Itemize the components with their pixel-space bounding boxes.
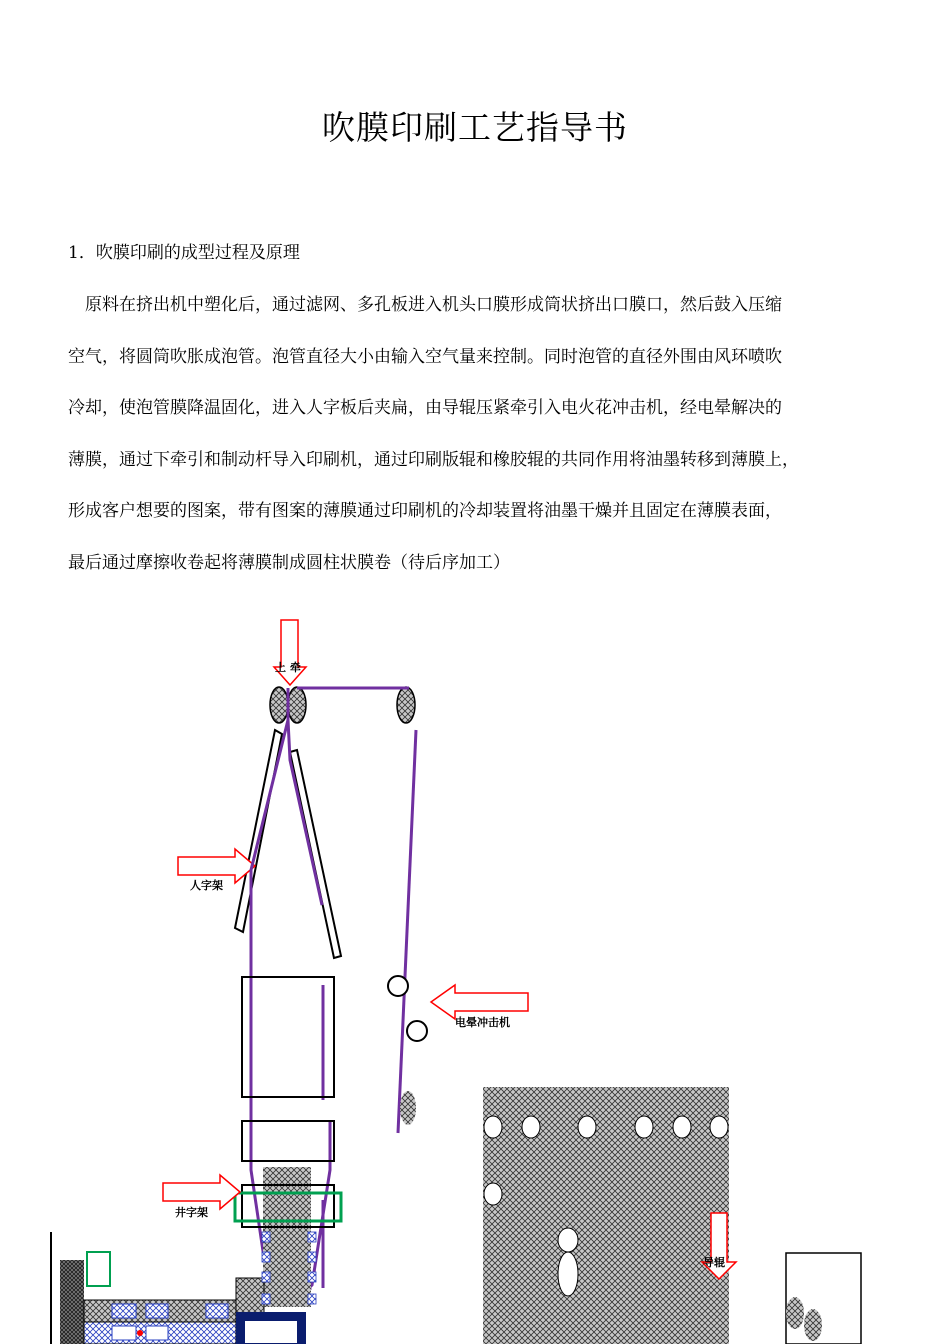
- screw-indicator: [137, 1330, 143, 1336]
- document-title: 吹膜印刷工艺指导书: [322, 108, 628, 147]
- paragraph-line: 空气，将圆筒吹胀成泡管。泡管直径大小由输入空气量来控制。同时泡管的直径外围由风环喷吹: [68, 346, 782, 367]
- process-description: [68, 280, 898, 589]
- upper-traction-label: 上 牵: [275, 661, 301, 674]
- heater-band: [112, 1326, 136, 1340]
- herringbone-frame-label: 人字架: [190, 879, 223, 892]
- corona-roller-1: [388, 976, 408, 996]
- paragraph-line: 冷却，使泡管膜降温固化，进入人字板后夹扁，由导辊压紧牵引入电火花冲击机，经电晕解决的: [68, 398, 782, 418]
- cooling-tower-box: [242, 977, 334, 1097]
- air-ring-box: [242, 1121, 334, 1161]
- collapsing-board-left: [235, 730, 282, 932]
- corona-treater-arrow: [431, 985, 528, 1019]
- winder-roll: [804, 1309, 822, 1341]
- die-head-inner: [244, 1320, 298, 1344]
- paragraph-line: 最后通过摩擦收卷起将薄膜制成圆柱状膜卷（待后序加工）: [68, 552, 510, 573]
- guide-roller-label: 导辊: [703, 1256, 725, 1269]
- corona-roller-2: [407, 1021, 427, 1041]
- extruder-hopper: [60, 1260, 84, 1344]
- paragraph-line: 原料在挤出机中塑化后，通过滤网、多孔板进入机头口膜形成筒状挤出口膜口，然后鼓入压缩: [85, 295, 782, 315]
- printing-machine-body: [483, 1087, 729, 1344]
- nip-roller-right: [288, 687, 306, 723]
- guide-roller-top: [397, 687, 415, 723]
- paragraph-line: 薄膜，通过下牵引和制动杆导入印刷机，通过印刷版辊和橡胶辊的共同作用将油墨转移到薄膜上，: [68, 449, 799, 470]
- collapsing-board-right: [290, 750, 341, 958]
- heater-band: [112, 1304, 136, 1318]
- heater-band: [206, 1304, 228, 1318]
- well-frame-arrow: [163, 1175, 240, 1209]
- nip-roller-left: [270, 687, 288, 723]
- winder-roll: [786, 1297, 804, 1329]
- lower-guide-roller: [400, 1091, 416, 1125]
- heater-band: [146, 1326, 168, 1340]
- paragraph-line: 形成客户想要的图案，带有图案的薄膜通过印刷机的冷却装置将油墨干燥并且固定在薄膜表面，: [68, 501, 782, 521]
- corona-treater-label: 电晕冲击机: [455, 1016, 510, 1029]
- blown-film-process-diagram: [0, 600, 950, 1344]
- section-heading: 1．吹膜印刷的成型过程及原理: [68, 243, 300, 263]
- upper-traction-arrow: [274, 620, 306, 685]
- herringbone-frame-arrow: [178, 849, 255, 883]
- well-frame-label: 井字架: [175, 1206, 208, 1219]
- heater-band: [146, 1304, 168, 1318]
- extruder-hopper-marker: [87, 1252, 110, 1286]
